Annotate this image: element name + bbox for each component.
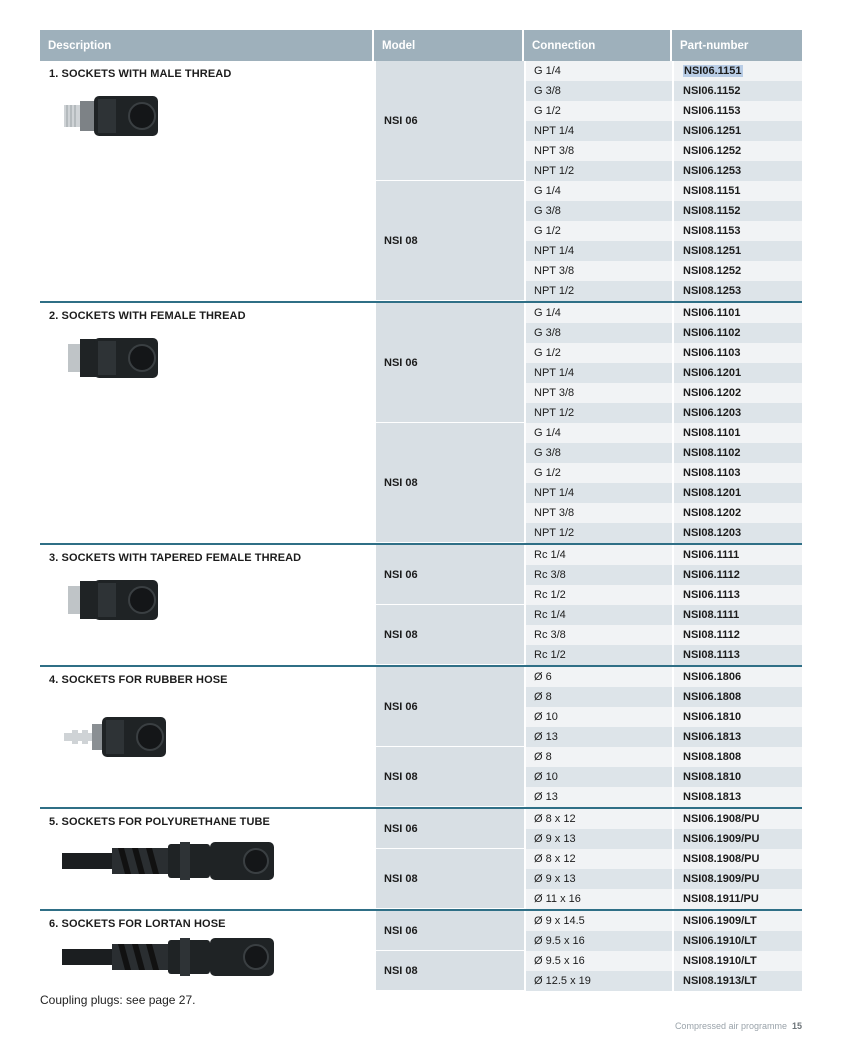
part-number-text[interactable]: NSI08.1909/PU: [683, 873, 760, 885]
table-row: [524, 323, 802, 343]
part-number-text[interactable]: NSI06.1203: [683, 407, 742, 419]
part-number-text[interactable]: NSI06.1909/LT: [683, 915, 757, 927]
part-number-cell[interactable]: [672, 727, 802, 747]
connection-cell: Rc 1/4: [524, 545, 672, 565]
connection-cell: G 1/4: [524, 61, 672, 81]
model-cell: NSI 06: [376, 545, 524, 605]
part-number-text[interactable]: NSI06.1808: [683, 691, 742, 703]
table-row: [524, 343, 802, 363]
part-number-cell[interactable]: [672, 869, 802, 889]
section-description: [40, 809, 376, 909]
connection-cell: Ø 9 x 13: [524, 869, 672, 889]
page-number: 15: [791, 1021, 802, 1031]
part-number-cell[interactable]: [672, 849, 802, 869]
table-row: [524, 141, 802, 161]
part-number-cell[interactable]: [672, 141, 802, 161]
part-number-cell[interactable]: [672, 403, 802, 423]
part-number-cell[interactable]: [672, 667, 802, 687]
table-row: [524, 483, 802, 503]
part-number-text[interactable]: NSI08.1113: [683, 649, 740, 661]
part-number-text[interactable]: NSI08.1251: [683, 245, 742, 257]
table-row: [524, 403, 802, 423]
product-section: [40, 909, 802, 991]
table-row: [524, 181, 802, 201]
connection-cell: Rc 3/8: [524, 565, 672, 585]
connection-cell: Ø 8: [524, 747, 672, 767]
table-row: [524, 727, 802, 747]
part-number-cell[interactable]: [672, 463, 802, 483]
part-number-text[interactable]: NSI06.1202: [683, 387, 742, 399]
connection-cell: Ø 12.5 x 19: [524, 971, 672, 991]
row-list: [524, 911, 802, 991]
part-number-text[interactable]: NSI06.1112: [683, 569, 740, 581]
table-row: [524, 707, 802, 727]
table-row: [524, 605, 802, 625]
table-row: [524, 951, 802, 971]
part-number-cell[interactable]: [672, 809, 802, 829]
part-number-cell[interactable]: [672, 121, 802, 141]
model-cell: NSI 06: [376, 911, 524, 951]
part-number-cell[interactable]: [672, 261, 802, 281]
part-number-cell[interactable]: [672, 767, 802, 787]
connection-cell: Ø 8 x 12: [524, 809, 672, 829]
model-cell: NSI 06: [376, 809, 524, 849]
table-row: [524, 201, 802, 221]
connection-cell: G 1/2: [524, 101, 672, 121]
connection-cell: NPT 1/2: [524, 161, 672, 181]
part-number-text[interactable]: NSI06.1910/LT: [683, 935, 757, 947]
part-number-text[interactable]: NSI08.1810: [683, 771, 742, 783]
model-column: [376, 61, 524, 301]
connection-cell: Ø 13: [524, 787, 672, 807]
model-cell: NSI 08: [376, 747, 524, 807]
connection-cell: NPT 3/8: [524, 141, 672, 161]
part-number-text[interactable]: NSI06.1102: [683, 327, 741, 339]
section-title: 1. SOCKETS WITH MALE THREAD: [49, 68, 232, 80]
product-section: [40, 807, 802, 909]
connection-cell: Ø 10: [524, 707, 672, 727]
section-description: [40, 545, 376, 665]
connection-cell: NPT 1/2: [524, 281, 672, 301]
connection-cell: NPT 1/2: [524, 403, 672, 423]
part-number-text[interactable]: NSI08.1111: [683, 609, 740, 621]
section-description: [40, 911, 376, 991]
part-number-cell[interactable]: [672, 221, 802, 241]
product-section: [40, 61, 802, 301]
table-row: [524, 931, 802, 951]
part-number-cell[interactable]: [672, 707, 802, 727]
table-row: [524, 829, 802, 849]
row-list: [524, 545, 802, 665]
connection-cell: NPT 3/8: [524, 503, 672, 523]
part-number-cell[interactable]: [672, 483, 802, 503]
part-number-cell[interactable]: [672, 181, 802, 201]
part-number-cell[interactable]: [672, 687, 802, 707]
table-row: [524, 503, 802, 523]
part-number-cell[interactable]: [672, 101, 802, 121]
connection-cell: Rc 1/4: [524, 605, 672, 625]
part-number-cell[interactable]: [672, 585, 802, 605]
part-number-text[interactable]: NSI08.1102: [683, 447, 741, 459]
connection-cell: Ø 8 x 12: [524, 849, 672, 869]
part-number-cell[interactable]: [672, 545, 802, 565]
part-number-cell[interactable]: [672, 281, 802, 301]
part-number-cell[interactable]: [672, 323, 802, 343]
connection-cell: G 1/4: [524, 181, 672, 201]
socket-rubber-hose-image: [62, 712, 172, 767]
connection-cell: Rc 1/2: [524, 645, 672, 665]
table-row: [524, 645, 802, 665]
part-number-cell[interactable]: [672, 343, 802, 363]
part-number-text[interactable]: NSI06.1113: [683, 589, 740, 601]
connection-cell: Ø 9.5 x 16: [524, 951, 672, 971]
part-number-cell[interactable]: [672, 645, 802, 665]
connection-cell: NPT 1/2: [524, 523, 672, 543]
connection-cell: G 1/2: [524, 463, 672, 483]
row-list: [524, 809, 802, 909]
socket-polyurethane-tube-image: [62, 839, 277, 888]
header-part-number: Part-number: [680, 39, 749, 52]
connection-cell: Ø 13: [524, 727, 672, 747]
part-number-text[interactable]: NSI08.1152: [683, 205, 741, 217]
row-list: [524, 667, 802, 807]
model-cell: NSI 08: [376, 423, 524, 543]
model-cell: NSI 08: [376, 605, 524, 665]
footnote: Coupling plugs: see page 27.: [40, 993, 196, 1007]
table-row: [524, 101, 802, 121]
table-row: [524, 667, 802, 687]
part-number-text[interactable]: NSI08.1153: [683, 225, 741, 237]
part-number-text[interactable]: NSI06.1101: [683, 307, 741, 319]
part-number-text[interactable]: NSI08.1202: [683, 507, 742, 519]
part-number-text[interactable]: NSI08.1911/PU: [683, 893, 759, 905]
product-table: [40, 30, 802, 991]
header-description: Description: [40, 30, 374, 61]
part-number-cell[interactable]: [672, 81, 802, 101]
part-number-cell[interactable]: [672, 747, 802, 767]
table-row: [524, 81, 802, 101]
table-row: [524, 241, 802, 261]
part-number-cell[interactable]: [672, 951, 802, 971]
part-number-cell[interactable]: [672, 303, 802, 323]
part-number-cell[interactable]: [672, 523, 802, 543]
table-row: [524, 585, 802, 605]
connection-cell: G 1/4: [524, 303, 672, 323]
connection-cell: Ø 10: [524, 767, 672, 787]
part-number-cell[interactable]: [672, 241, 802, 261]
model-column: [376, 545, 524, 665]
part-number-text[interactable]: NSI08.1151: [683, 185, 741, 197]
table-row: [524, 767, 802, 787]
product-section: [40, 301, 802, 543]
connection-cell: Rc 3/8: [524, 625, 672, 645]
table-row: [524, 687, 802, 707]
part-number-cell[interactable]: [672, 423, 802, 443]
connection-cell: Ø 11 x 16: [524, 889, 672, 909]
part-number-text[interactable]: NSI06.1806: [683, 671, 742, 683]
connection-cell: G 1/2: [524, 343, 672, 363]
table-row: [524, 383, 802, 403]
table-row: [524, 565, 802, 585]
part-number-cell[interactable]: [672, 971, 802, 991]
part-number-text[interactable]: NSI06.1253: [683, 165, 742, 177]
table-row: [524, 523, 802, 543]
table-row: [524, 747, 802, 767]
connection-cell: Ø 9.5 x 16: [524, 931, 672, 951]
part-number-text[interactable]: NSI08.1103: [683, 467, 741, 479]
connection-cell: NPT 1/4: [524, 241, 672, 261]
part-number-text[interactable]: NSI06.1909/PU: [683, 833, 760, 845]
part-number-cell[interactable]: [672, 605, 802, 625]
table-row: [524, 787, 802, 807]
socket-female-thread-image: [62, 333, 162, 388]
connection-cell: Rc 1/2: [524, 585, 672, 605]
part-number-cell[interactable]: [672, 889, 802, 909]
model-cell: NSI 06: [376, 303, 524, 423]
part-number-text[interactable]: NSI08.1808: [683, 751, 742, 763]
part-number-text[interactable]: NSI06.1252: [683, 145, 742, 157]
socket-lortan-hose-image: [62, 935, 277, 984]
part-number-text[interactable]: NSI06.1103: [683, 347, 741, 359]
model-column: [376, 667, 524, 807]
product-section: [40, 543, 802, 665]
part-number-cell[interactable]: [672, 443, 802, 463]
part-number-text[interactable]: NSI08.1910/LT: [683, 955, 757, 967]
section-title: 3. SOCKETS WITH TAPERED FEMALE THREAD: [49, 552, 302, 564]
connection-cell: G 1/2: [524, 221, 672, 241]
table-row: [524, 161, 802, 181]
part-number-text[interactable]: NSI08.1813: [683, 791, 742, 803]
section-description: [40, 61, 376, 301]
part-number-cell[interactable]: [672, 911, 802, 931]
part-number-cell[interactable]: [672, 829, 802, 849]
part-number-cell[interactable]: [672, 565, 802, 585]
model-cell: NSI 08: [376, 849, 524, 909]
section-title: 6. SOCKETS FOR LORTAN HOSE: [49, 918, 226, 930]
table-row: [524, 869, 802, 889]
part-number-cell[interactable]: [672, 503, 802, 523]
socket-male-thread-image: [62, 91, 162, 146]
part-number-text[interactable]: NSI08.1112: [683, 629, 740, 641]
table-header: [40, 30, 802, 61]
part-number-text[interactable]: NSI08.1908/PU: [683, 853, 760, 865]
table-row: [524, 809, 802, 829]
part-number-text[interactable]: NSI06.1111: [683, 549, 740, 561]
part-number-text[interactable]: NSI08.1252: [683, 265, 742, 277]
model-column: [376, 809, 524, 909]
part-number-text[interactable]: NSI08.1913/LT: [683, 975, 757, 987]
table-row: [524, 221, 802, 241]
table-body: [40, 61, 802, 991]
table-row: [524, 911, 802, 931]
connection-cell: Ø 8: [524, 687, 672, 707]
table-row: [524, 363, 802, 383]
table-row: [524, 849, 802, 869]
table-row: [524, 889, 802, 909]
row-list: [524, 61, 802, 301]
model-column: [376, 303, 524, 543]
part-number-cell[interactable]: [672, 383, 802, 403]
row-list: [524, 303, 802, 543]
connection-cell: G 3/8: [524, 323, 672, 343]
header-model: Model: [374, 30, 524, 61]
section-title: 4. SOCKETS FOR RUBBER HOSE: [49, 674, 228, 686]
part-number-cell[interactable]: [672, 61, 802, 81]
part-number-cell[interactable]: [672, 201, 802, 221]
part-number-text[interactable]: NSI08.1253: [683, 285, 742, 297]
connection-cell: Ø 6: [524, 667, 672, 687]
part-number-text[interactable]: NSI06.1908/PU: [683, 813, 760, 825]
part-number-cell[interactable]: [672, 931, 802, 951]
connection-cell: NPT 3/8: [524, 383, 672, 403]
part-number-cell[interactable]: [672, 363, 802, 383]
connection-cell: G 3/8: [524, 201, 672, 221]
part-number-text[interactable]: NSI08.1203: [683, 527, 742, 539]
part-number-text[interactable]: NSI06.1813: [683, 731, 742, 743]
table-row: [524, 61, 802, 81]
table-row: [524, 281, 802, 301]
section-description: [40, 303, 376, 543]
section-title: 5. SOCKETS FOR POLYURETHANE TUBE: [49, 816, 270, 828]
footer-text: Compressed air programme: [674, 1021, 787, 1031]
header-connection: Connection: [524, 30, 672, 61]
connection-cell: NPT 3/8: [524, 261, 672, 281]
connection-cell: NPT 1/4: [524, 363, 672, 383]
part-number-cell[interactable]: [672, 625, 802, 645]
connection-cell: Ø 9 x 13: [524, 829, 672, 849]
table-row: [524, 423, 802, 443]
page-footer: [675, 1021, 802, 1031]
table-row: [524, 121, 802, 141]
socket-tapered-female-thread-image: [62, 575, 162, 630]
part-number-text[interactable]: NSI08.1201: [683, 487, 742, 499]
section-description: [40, 667, 376, 807]
table-row: [524, 625, 802, 645]
part-number-text[interactable]: NSI06.1151: [684, 65, 742, 77]
model-cell: NSI 06: [376, 61, 524, 181]
connection-cell: G 3/8: [524, 443, 672, 463]
part-number-cell[interactable]: [672, 161, 802, 181]
connection-cell: G 1/4: [524, 423, 672, 443]
connection-cell: G 3/8: [524, 81, 672, 101]
part-number-text[interactable]: NSI06.1152: [683, 85, 741, 97]
table-row: [524, 443, 802, 463]
table-row: [524, 303, 802, 323]
connection-cell: NPT 1/4: [524, 121, 672, 141]
product-section: [40, 665, 802, 807]
model-cell: NSI 06: [376, 667, 524, 747]
model-column: [376, 911, 524, 991]
table-row: [524, 463, 802, 483]
part-number-text[interactable]: NSI06.1251: [683, 125, 742, 137]
part-number-text[interactable]: NSI08.1101: [683, 427, 741, 439]
table-row: [524, 971, 802, 991]
table-row: [524, 545, 802, 565]
table-row: [524, 261, 802, 281]
part-number-text[interactable]: NSI06.1153: [683, 105, 741, 117]
connection-cell: NPT 1/4: [524, 483, 672, 503]
model-cell: NSI 08: [376, 181, 524, 301]
part-number-cell[interactable]: [672, 787, 802, 807]
section-title: 2. SOCKETS WITH FEMALE THREAD: [49, 310, 246, 322]
part-number-text[interactable]: NSI06.1201: [683, 367, 742, 379]
connection-cell: Ø 9 x 14.5: [524, 911, 672, 931]
model-cell: NSI 08: [376, 951, 524, 991]
part-number-text[interactable]: NSI06.1810: [683, 711, 742, 723]
